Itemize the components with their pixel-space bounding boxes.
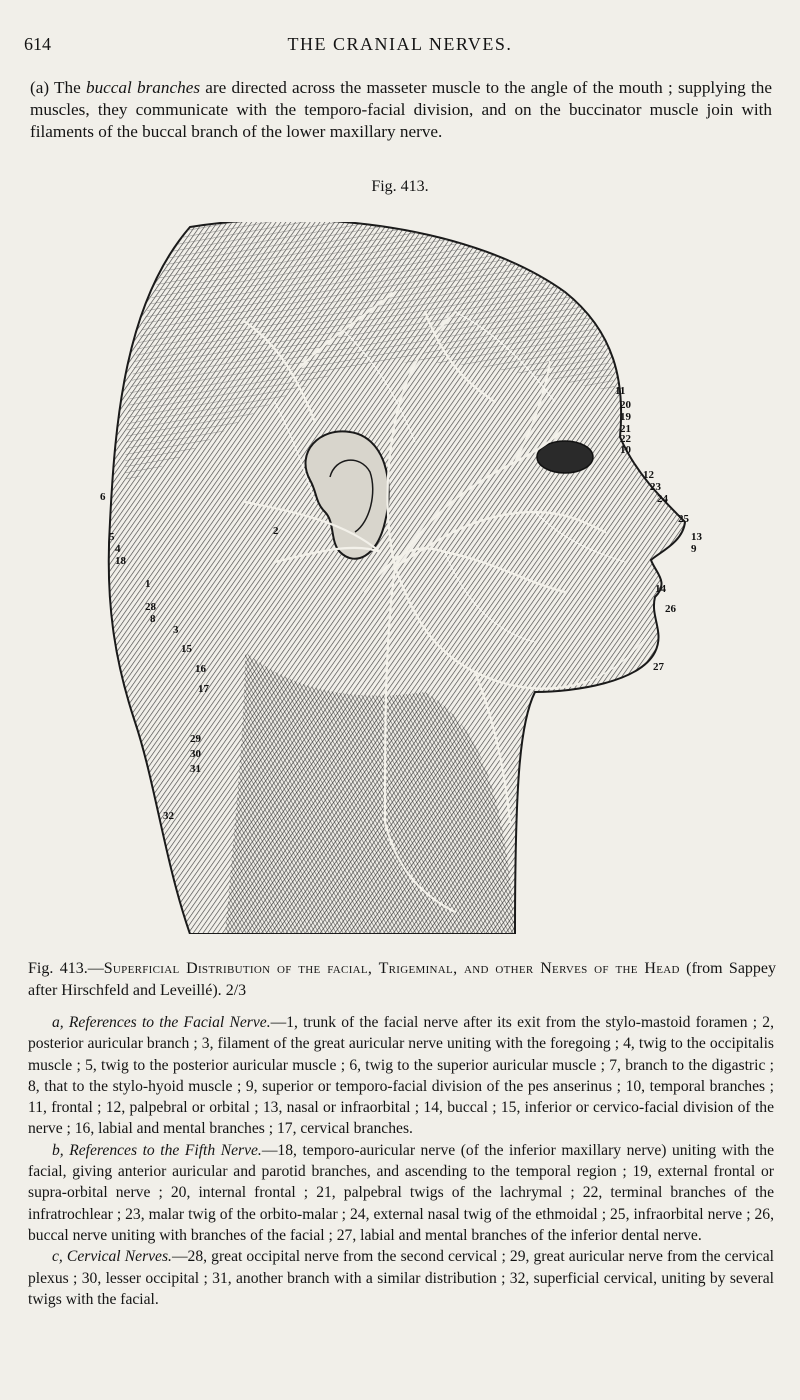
label-11: 11: [615, 385, 626, 397]
intro-paragraph: [30, 77, 772, 143]
label-18: 18: [115, 555, 126, 567]
label-6: 6: [100, 491, 106, 503]
label-24: 24: [657, 493, 668, 505]
page-number: 614: [24, 34, 51, 54]
caption-source: (from Sappey after Hirschfeld and Leveillé).: [28, 960, 777, 999]
label-5: 5: [109, 531, 115, 543]
intro-term: buccal branches: [85, 78, 201, 97]
label-16: 16: [195, 663, 206, 675]
label-29: 29: [190, 733, 201, 745]
label-21: 21: [620, 423, 631, 435]
label-25: 25: [678, 513, 689, 525]
label-30: 30: [190, 748, 201, 760]
label-4: 4: [115, 543, 121, 555]
label-3: 3: [173, 624, 179, 636]
references-fifth-nerve: b, References to the Fifth Nerve.—18, temporo-auricular nerve (of the inferior maxillary nerve) uniting with the facial, giving anterior auricular and parotid branches, and ascending to the temporal region ; 19, external frontal or supra-orbital nerve ; 20, internal frontal ; 21, palpebral twigs of the lachrymal ; 22, terminal branches of the infratrochlear ; 23, malar twig of the orbito-malar ; 24, external nasal twig of the ethmoidal ; 25, infraorbital nerve ; 26, buccal nerve uniting with branches of the facial ; 27, labial and mental branches of the inferior dental nerve.: [28, 1141, 774, 1244]
label-31: 31: [190, 763, 201, 775]
label-2: 2: [273, 525, 279, 537]
references-block: [28, 1012, 774, 1310]
caption-scale: 2/3: [225, 982, 247, 999]
figure-caption: [28, 958, 776, 1002]
page-header: [0, 34, 800, 60]
running-title: THE CRANIAL NERVES.: [287, 34, 513, 54]
intro-label: (a): [30, 78, 50, 97]
label-19: 19: [620, 411, 631, 423]
references-facial: a, References to the Facial Nerve.—1, trunk of the facial nerve after its exit from the stylo-mastoid foramen ; 2, posterior auricular branch ; 3, filament of the great auricular nerve uniting with the foregoing ; 4, twig to the occipitalis muscle ; 5, twig to the posterior auricular muscle ; 6, twig to the superior auricular muscle ; 7, branch to the digastric ; 8, that to the stylo-hyoid muscle ; 9, superior or temporo-facial division of the pes anserinus ; 10, temporal branches ; 11, frontal ; 12, palpebral or orbital ; 13, nasal or infraorbital ; 14, buccal ; 15, inferior or cervico-facial division of the nerve ; 16, labial and mental branches ; 17, cervical branches.: [28, 1014, 774, 1138]
label-20: 20: [620, 399, 631, 411]
label-14: 14: [655, 583, 666, 595]
label-12: 12: [643, 469, 654, 481]
label-1: 1: [145, 578, 151, 590]
references-cervical: c, Cervical Nerves.—28, great occipital nerve from the second cervical ; 29, great auricular nerve from the cervical plexus ; 30, lesser occipital ; 31, another branch with a similar distribution ; 32, superficial cervical, uniting by several twigs with the facial.: [28, 1248, 774, 1308]
label-10: 10: [620, 444, 631, 456]
label-27: 27: [653, 661, 664, 673]
label-32: 32: [163, 810, 174, 822]
label-17: 17: [198, 683, 209, 695]
label-13: 13: [691, 531, 702, 543]
label-22: 22: [620, 433, 631, 445]
figure-label: Fig. 413.: [371, 178, 429, 195]
head-nerves-illustration: [95, 222, 725, 934]
caption-fig: Fig. 413.—: [28, 960, 104, 977]
label-26: 26: [665, 603, 676, 615]
label-23: 23: [650, 481, 661, 493]
label-8: 8: [150, 613, 156, 625]
eye: [537, 441, 593, 473]
intro-lead: The: [54, 78, 81, 97]
caption-title: Superficial Distribution of the facial, Trigeminal, and other Nerves of the Head: [103, 960, 680, 977]
label-28: 28: [145, 601, 156, 613]
label-15: 15: [181, 643, 192, 655]
label-9: 9: [691, 543, 697, 555]
intro-text: are directed across the masseter muscle to the angle of the mouth ; supplying the muscles, they communicate with the temporo-facial division, and on the buccinator muscle join with filaments of the buccal branch of the lower maxillary nerve.: [30, 78, 772, 141]
